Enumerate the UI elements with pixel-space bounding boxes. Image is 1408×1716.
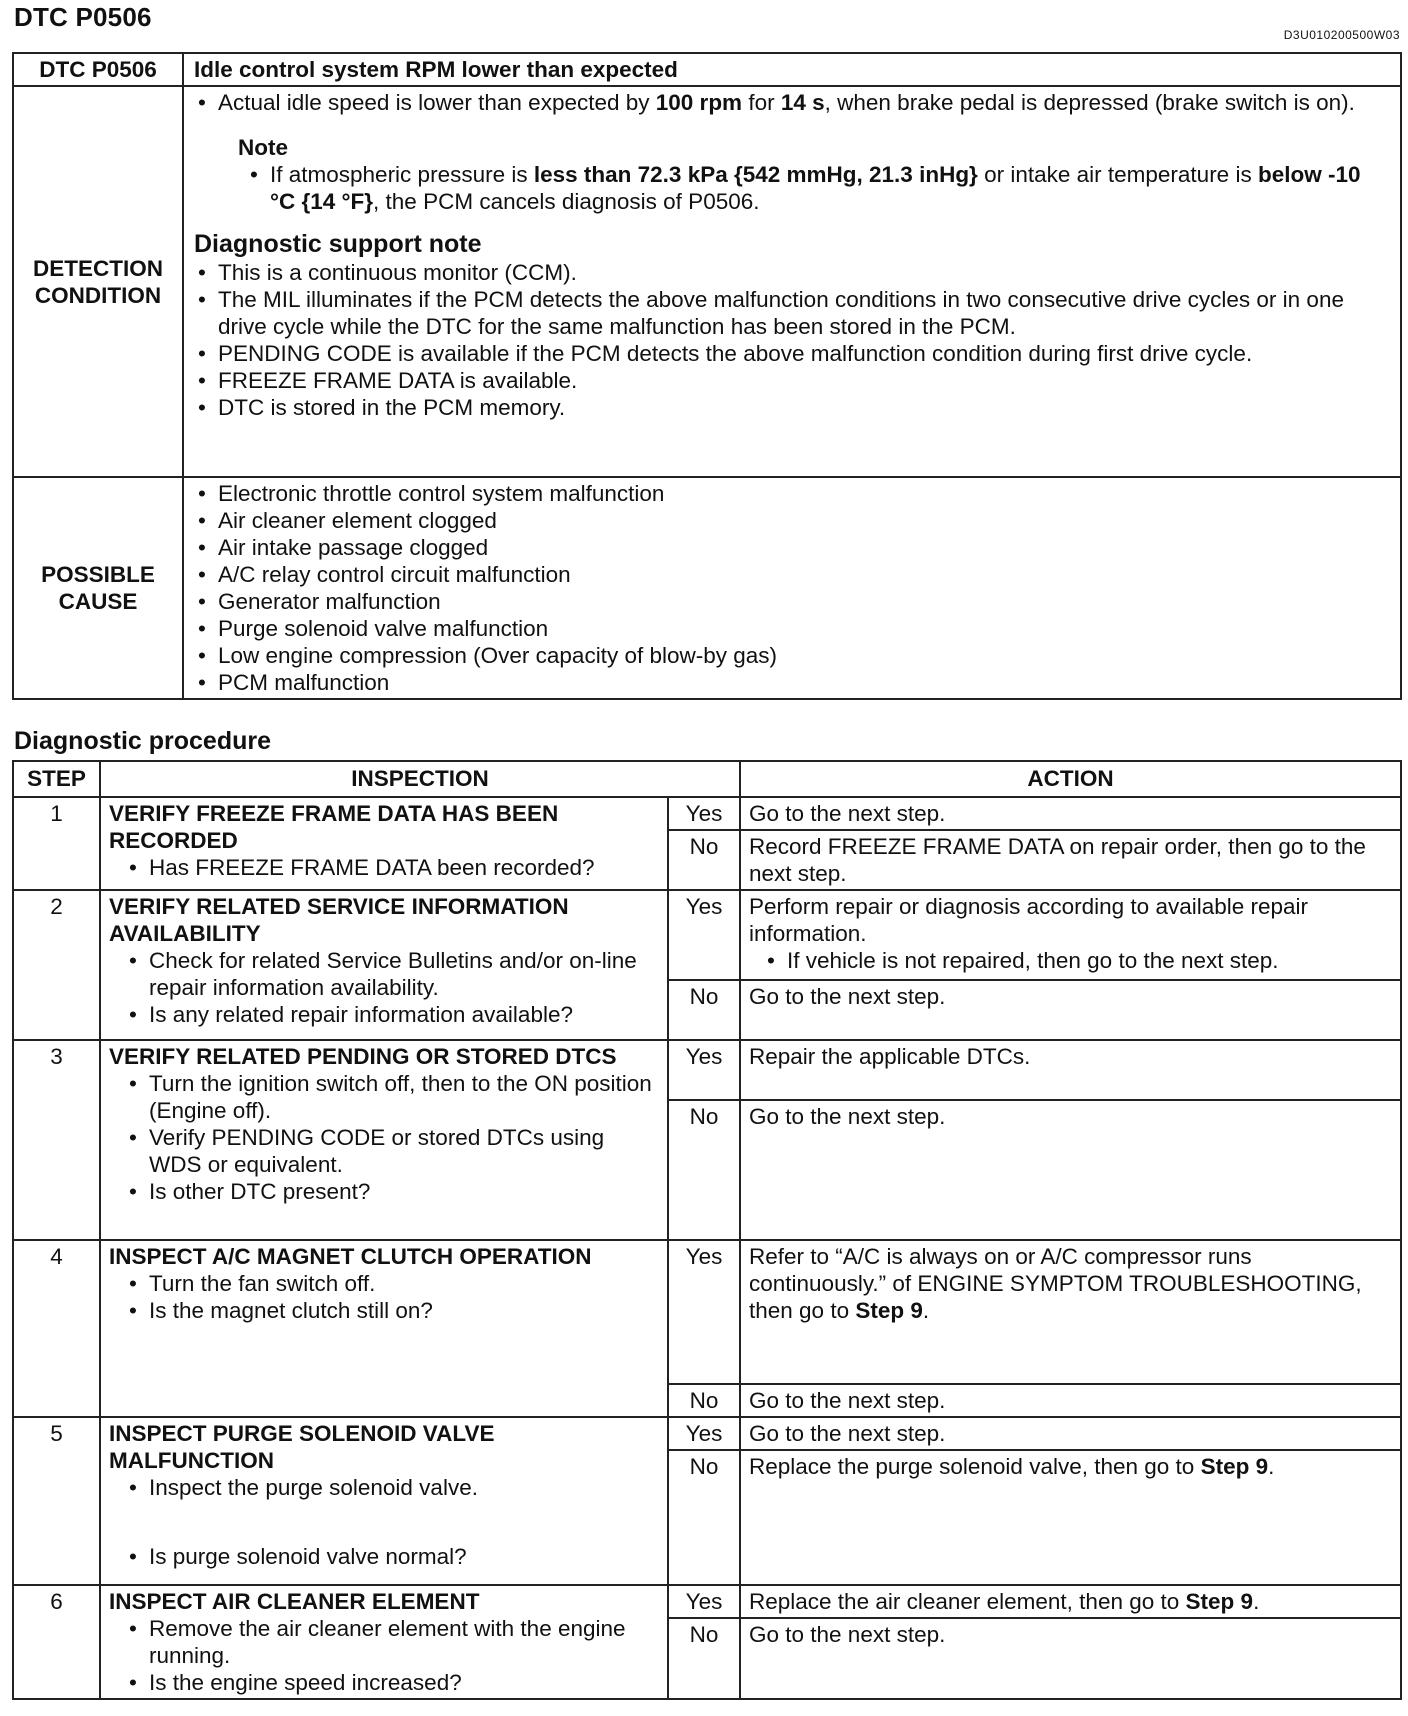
condition-item: • Actual idle speed is lower than expected by 100 rpm for 14 s, when brake pedal is depressed (brake switch is on). <box>218 89 1390 116</box>
inspection-item: • Turn the ignition switch off, then to the ON position (Engine off). <box>149 1070 659 1124</box>
cause-item: • PCM malfunction <box>218 669 1390 696</box>
label-line: CAUSE <box>58 589 138 614</box>
yes-label: Yes <box>668 1240 740 1384</box>
label-line: POSSIBLE <box>41 562 155 587</box>
cause-item: • Purge solenoid valve malfunction <box>218 615 1390 642</box>
yes-action <box>740 890 1401 980</box>
inspection-item: • Is the engine speed increased? <box>149 1669 659 1696</box>
yes-label: Yes <box>668 1585 740 1618</box>
inspection-cell <box>100 1240 668 1417</box>
inspection-cell <box>100 797 668 890</box>
step-number: 6 <box>13 1585 100 1699</box>
detection-condition-label <box>13 86 183 477</box>
document-code: D3U010200500W03 <box>1283 28 1400 42</box>
support-item: • PENDING CODE is available if the PCM detects the above malfunction condition during first drive cycle. <box>218 340 1390 367</box>
yes-action: Go to the next step. <box>740 797 1401 830</box>
inspection-item: • Is any related repair information available? <box>149 1001 659 1028</box>
support-item: • This is a continuous monitor (CCM). <box>218 259 1390 286</box>
inspection-cell <box>100 1040 668 1240</box>
inspection-item: • Check for related Service Bulletins and/or on-line repair information availability. <box>149 947 659 1001</box>
inspection-item: • Is other DTC present? <box>149 1178 659 1205</box>
no-label: No <box>668 1384 740 1417</box>
yes-action: Refer to “A/C is always on or A/C compressor runs continuously.” of ENGINE SYMPTOM TROUBLESHOOTING, then go to Step 9. <box>740 1240 1401 1384</box>
diagnostic-procedure-table <box>12 760 1402 1700</box>
inspection-item: • Inspect the purge solenoid valve. <box>149 1474 659 1501</box>
step-number: 4 <box>13 1240 100 1417</box>
no-action: Replace the purge solenoid valve, then go to Step 9. <box>740 1450 1401 1585</box>
no-action: Go to the next step. <box>740 1618 1401 1699</box>
support-item: • The MIL illuminates if the PCM detects the above malfunction conditions in two consecutive drive cycles or in one drive cycle while the DTC for the same malfunction has been stored in the PCM. <box>218 286 1390 340</box>
detection-condition-row <box>13 86 1401 477</box>
dtc-header-row <box>13 53 1401 86</box>
action-sub-item: • If vehicle is not repaired, then go to the next step. <box>787 947 1392 974</box>
note-item: • If atmospheric pressure is less than 72.3 kPa {542 mmHg, 21.3 inHg} or intake air temperature is below -10 °C {14 °F}, the PCM cancels diagnosis of P0506. <box>270 161 1390 215</box>
no-label: No <box>668 1100 740 1240</box>
yes-label: Yes <box>668 797 740 830</box>
step-number: 5 <box>13 1417 100 1585</box>
action-header: ACTION <box>740 761 1401 797</box>
inspection-cell <box>100 1417 668 1585</box>
note-title: Note <box>238 135 288 160</box>
no-label: No <box>668 1618 740 1699</box>
inspection-title: INSPECT PURGE SOLENOID VALVE MALFUNCTION <box>109 1421 495 1473</box>
step-number: 2 <box>13 890 100 1040</box>
yes-action: Repair the applicable DTCs. <box>740 1040 1401 1100</box>
step-row <box>13 890 1401 980</box>
inspection-item: • Is the magnet clutch still on? <box>149 1297 659 1324</box>
inspection-item: • Turn the fan switch off. <box>149 1270 659 1297</box>
inspection-title: VERIFY FREEZE FRAME DATA HAS BEEN RECORDED <box>109 801 559 853</box>
step-header: STEP <box>13 761 100 797</box>
inspection-item: • Verify PENDING CODE or stored DTCs using WDS or equivalent. <box>149 1124 659 1178</box>
step-row <box>13 1585 1401 1618</box>
inspection-header: INSPECTION <box>100 761 740 797</box>
detection-condition-content <box>183 86 1401 477</box>
step-row <box>13 1417 1401 1450</box>
inspection-item: • Has FREEZE FRAME DATA been recorded? <box>149 854 659 881</box>
inspection-cell <box>100 890 668 1040</box>
action-text: Perform repair or diagnosis according to available repair information. <box>749 894 1309 946</box>
inspection-title: VERIFY RELATED PENDING OR STORED DTCS <box>109 1044 617 1069</box>
dtc-info-table <box>12 52 1402 700</box>
section-title: Diagnostic procedure <box>14 727 271 755</box>
no-action: Record FREEZE FRAME DATA on repair order, then go to the next step. <box>740 830 1401 890</box>
support-item: • DTC is stored in the PCM memory. <box>218 394 1390 421</box>
label-line: DETECTION <box>32 255 163 281</box>
possible-cause-content <box>183 477 1401 699</box>
yes-action: Replace the air cleaner element, then go to Step 9. <box>740 1585 1401 1618</box>
support-item: • FREEZE FRAME DATA is available. <box>218 367 1390 394</box>
label-line: CONDITION <box>34 282 162 308</box>
cause-item: • Generator malfunction <box>218 588 1390 615</box>
step-row <box>13 1240 1401 1384</box>
step-number: 3 <box>13 1040 100 1240</box>
no-label: No <box>668 830 740 890</box>
procedure-header-row <box>13 761 1401 797</box>
inspection-title: INSPECT A/C MAGNET CLUTCH OPERATION <box>109 1244 592 1269</box>
no-label: No <box>668 980 740 1040</box>
inspection-item: • Remove the air cleaner element with the engine running. <box>149 1615 659 1669</box>
cause-item: • Electronic throttle control system malfunction <box>218 480 1390 507</box>
no-action: Go to the next step. <box>740 1100 1401 1240</box>
inspection-cell <box>100 1585 668 1699</box>
inspection-title: VERIFY RELATED SERVICE INFORMATION AVAILABILITY <box>109 894 569 946</box>
possible-cause-row <box>13 477 1401 699</box>
yes-label: Yes <box>668 1040 740 1100</box>
cause-item: • Air intake passage clogged <box>218 534 1390 561</box>
yes-label: Yes <box>668 1417 740 1450</box>
no-action: Go to the next step. <box>740 1384 1401 1417</box>
page-title: DTC P0506 <box>14 2 152 32</box>
step-row <box>13 797 1401 830</box>
yes-action: Go to the next step. <box>740 1417 1401 1450</box>
yes-label: Yes <box>668 890 740 980</box>
inspection-item: • Is purge solenoid valve normal? <box>149 1543 659 1570</box>
no-action: Go to the next step. <box>740 980 1401 1040</box>
support-note-title: Diagnostic support note <box>194 230 482 258</box>
cause-item: • Low engine compression (Over capacity of blow-by gas) <box>218 642 1390 669</box>
step-number: 1 <box>13 797 100 890</box>
dtc-code: DTC P0506 <box>13 53 183 86</box>
inspection-title: INSPECT AIR CLEANER ELEMENT <box>109 1589 480 1614</box>
no-label: No <box>668 1450 740 1585</box>
dtc-description: Idle control system RPM lower than expected <box>183 53 1401 86</box>
step-row <box>13 1040 1401 1100</box>
cause-item: • A/C relay control circuit malfunction <box>218 561 1390 588</box>
possible-cause-label <box>13 477 183 699</box>
cause-item: • Air cleaner element clogged <box>218 507 1390 534</box>
